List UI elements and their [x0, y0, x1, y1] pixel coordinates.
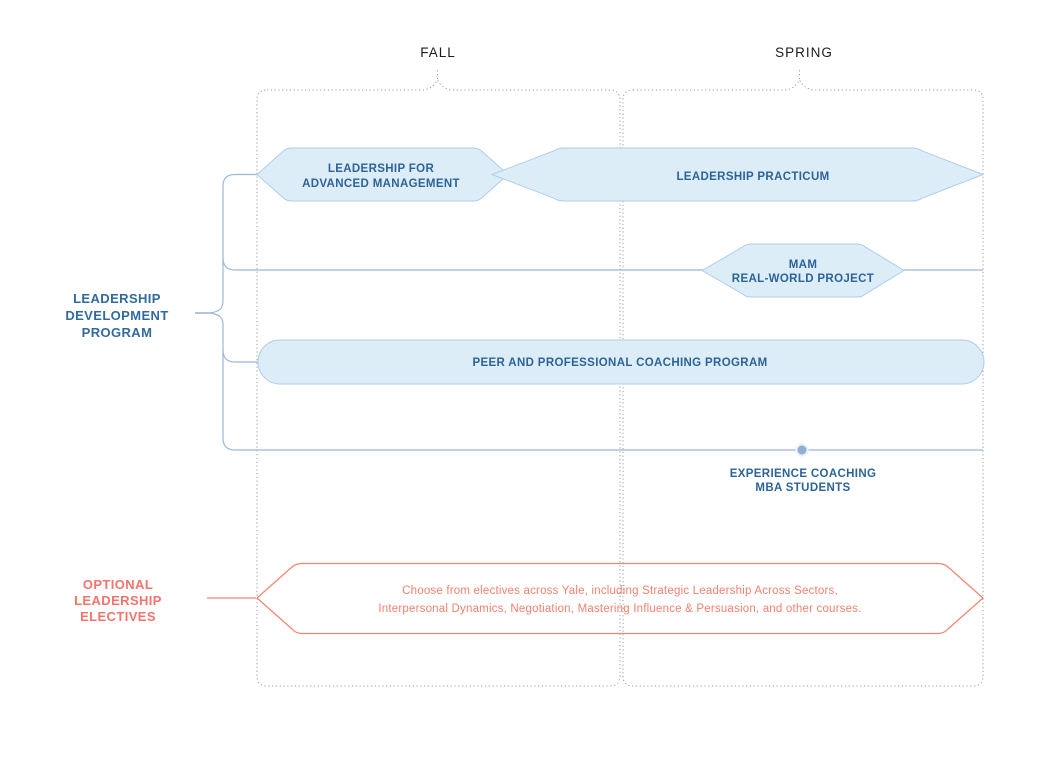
coaching-label-line: PEER AND PROFESSIONAL COACHING PROGRAM: [472, 357, 768, 369]
practicum-label-line: LEADERSHIP PRACTICUM: [676, 171, 830, 183]
mam-label-line: REAL-WORLD PROJECT: [731, 273, 875, 285]
row-coaching-line: [223, 350, 258, 362]
experience-label-line: MBA STUDENTS: [755, 482, 851, 494]
course-leadership-for-advanced-management: [257, 148, 508, 201]
program-brace-stem: [209, 175, 983, 451]
lam-label-line: ADVANCED MANAGEMENT: [302, 178, 460, 190]
experience-coaching-dot: [797, 445, 808, 456]
electives-note-line: Interpersonal Dynamics, Negotiation, Mastering Influence & Persuasion, and other courses.: [378, 603, 862, 615]
lam-label-line: LEADERSHIP FOR: [327, 163, 435, 175]
program-label-line: LEADERSHIP: [73, 291, 161, 306]
spring-header: SPRING: [775, 45, 833, 60]
program-group-label: [65, 291, 168, 340]
program-label-line: PROGRAM: [81, 325, 153, 340]
course-mam-real-world-project: [702, 244, 904, 297]
course-leadership-practicum: [492, 148, 983, 201]
program-connector: [195, 175, 983, 451]
electives-group: [74, 564, 983, 634]
electives-label-line: OPTIONAL: [82, 577, 154, 592]
program-label-line: DEVELOPMENT: [65, 308, 169, 323]
electives-label-line: LEADERSHIP: [74, 593, 162, 608]
electives-note-line: Choose from electives across Yale, including Strategic Leadership Across Sectors,: [402, 585, 838, 597]
experience-label-line: EXPERIENCE COACHING: [729, 468, 877, 480]
mam-label-line: MAM: [788, 259, 818, 271]
fall-header: FALL: [420, 45, 456, 60]
course-peer-professional-coaching: [258, 340, 984, 384]
electives-label-line: ELECTIVES: [80, 609, 156, 624]
course-experience-coaching: [730, 445, 877, 495]
